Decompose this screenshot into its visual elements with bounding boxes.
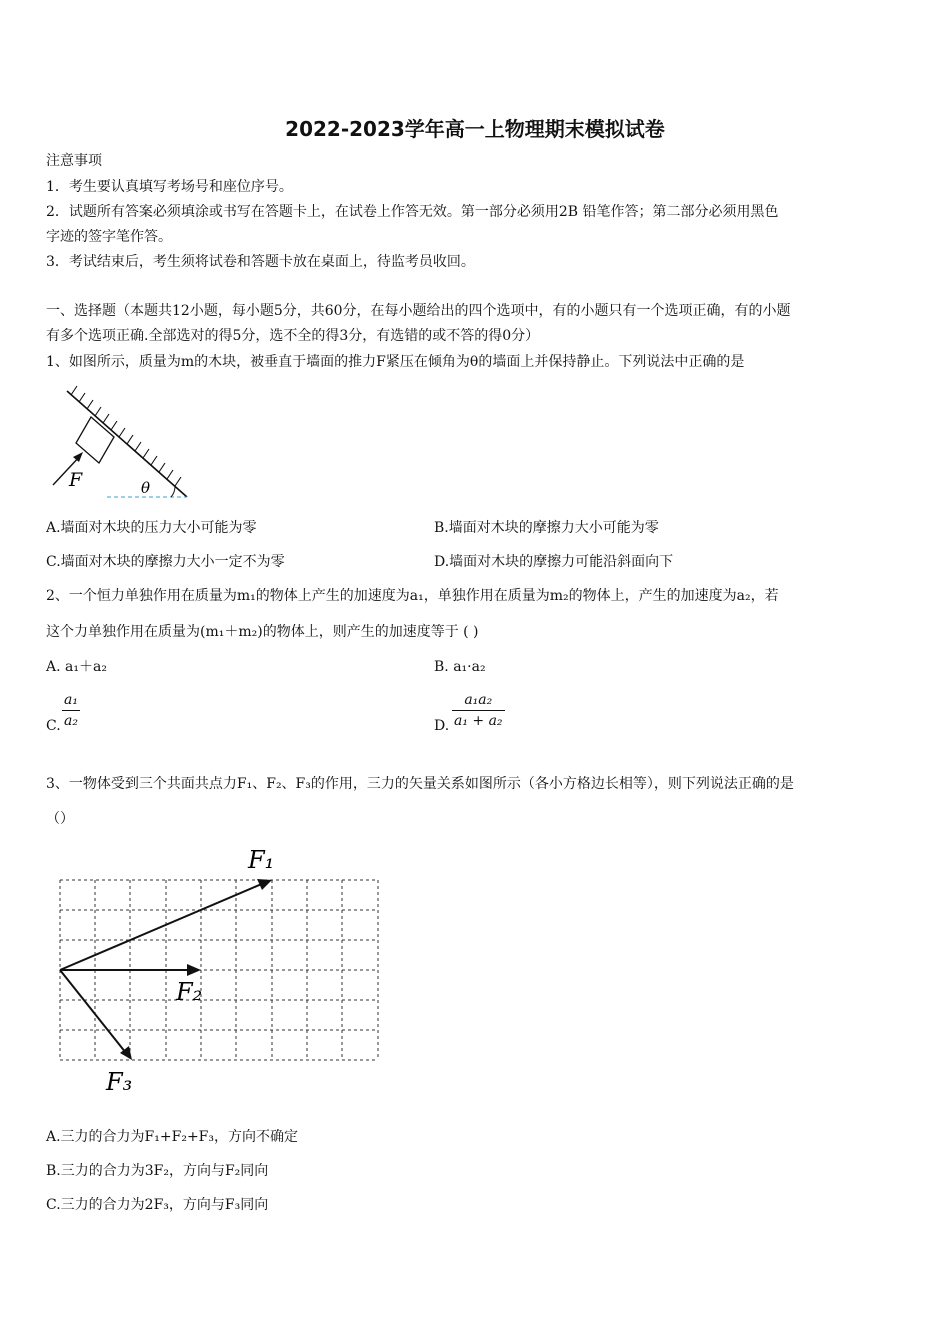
page-title: 2022-2023学年高一上物理期末模拟试卷: [285, 117, 665, 141]
q2-option-c-denominator: a₂: [64, 713, 78, 729]
notice-heading: 注意事项: [46, 153, 102, 169]
q3-figure: [40, 840, 400, 1105]
q1-option-d: D.墙面对木块的摩擦力可能沿斜面向下: [434, 554, 674, 570]
force-label-F: F: [69, 469, 83, 491]
angle-label-theta: θ: [141, 479, 151, 497]
vector-label-F1: F₁: [248, 846, 275, 874]
q3-option-c: C.三力的合力为2F₃，方向与F₃同向: [46, 1197, 269, 1213]
q1-option-a: A.墙面对木块的压力大小可能为零: [46, 520, 257, 536]
q1-option-b: B.墙面对木块的摩擦力大小可能为零: [434, 520, 659, 536]
notice-item-1: 1．考生要认真填写考场号和座位序号。: [46, 179, 293, 195]
vector-F2-head: [187, 964, 201, 976]
notice-item-3: 3．考试结束后，考生须将试卷和答题卡放在桌面上，待监考员收回。: [46, 254, 475, 270]
section-heading-line1: 一、选择题（本题共12小题，每小题5分，共60分，在每小题给出的四个选项中，有的小题只有一个选项正确，有的小题: [46, 303, 791, 319]
q3-option-b: B.三力的合力为3F₂，方向与F₂同向: [46, 1163, 269, 1179]
vector-F1: [60, 883, 264, 970]
question-3-stem-line1: 3、一物体受到三个共面共点力F₁、F₂、F₃的作用，三力的矢量关系如图所示（各小方格边长相等），则下列说法正确的是: [46, 776, 794, 792]
question-2-stem-line2: 这个力单独作用在质量为(m₁＋m₂)的物体上，则产生的加速度等于 ( ): [46, 624, 479, 640]
q1-option-c: C.墙面对木块的摩擦力大小一定不为零: [46, 554, 285, 570]
q2-option-c-label: C.: [46, 718, 61, 734]
q2-option-d-denominator: a₁ + a₂: [454, 713, 503, 729]
section-heading-line2: 有多个选项正确.全部选对的得5分，选不全的得3分，有选错的或不答的得0分）: [46, 328, 540, 344]
q2-option-d-fraction: [452, 692, 505, 729]
question-3-stem-line2: （）: [46, 811, 74, 827]
notice-item-2-cont: 字迹的签字笔作答。: [46, 229, 172, 245]
notice-item-2: 2．试题所有答案必须填涂或书写在答题卡上，在试卷上作答无效。第一部分必须用2B 铅笔作答；第二部分必须用黑色: [46, 204, 779, 220]
q2-option-d-numerator: a₁a₂: [464, 692, 493, 708]
vector-F3: [60, 970, 126, 1053]
question-1-stem: 1、如图所示，质量为m的木块，被垂直于墙面的推力F紧压在倾角为θ的墙面上并保持静止。下列说法中正确的是: [46, 354, 745, 370]
q2-option-c-fraction: [62, 692, 80, 729]
vector-label-F2: F₂: [176, 978, 203, 1006]
q2-option-d-label: D.: [434, 718, 450, 734]
q3-option-a: A.三力的合力为F₁+F₂+F₃，方向不确定: [46, 1129, 298, 1145]
q1-figure: [45, 385, 195, 505]
q2-option-c-numerator: a₁: [64, 692, 78, 708]
q2-option-b: B. a₁·a₂: [434, 659, 486, 675]
question-2-stem-line1: 2、一个恒力单独作用在质量为m₁的物体上产生的加速度为a₁，单独作用在质量为m₂的物体上，产生的加速度为a₂，若: [46, 588, 779, 604]
q2-option-a: A. a₁＋a₂: [46, 659, 107, 675]
block: [76, 417, 114, 463]
push-arrow-head: [73, 452, 83, 462]
vector-label-F3: F₃: [106, 1068, 133, 1096]
